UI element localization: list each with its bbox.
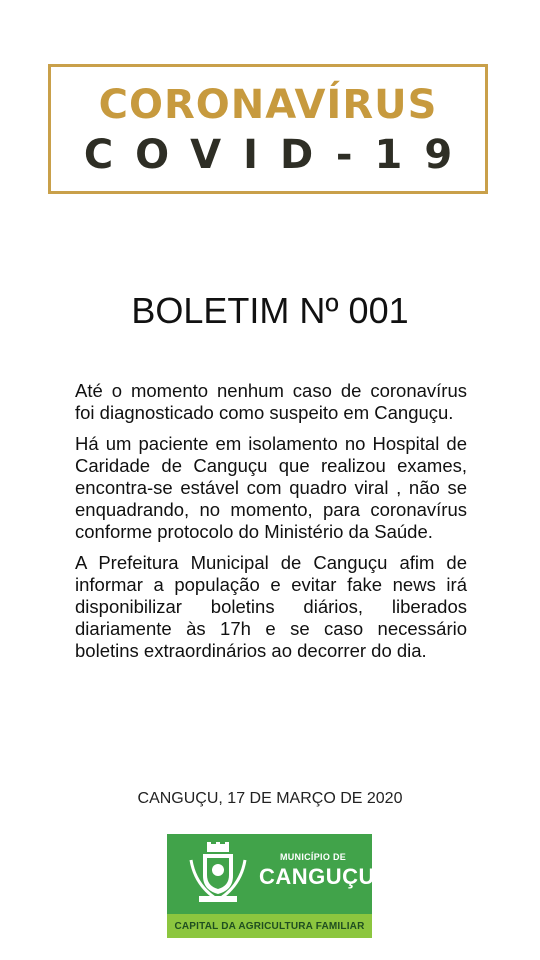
bulletin-title: BOLETIM Nº 001 — [131, 290, 409, 331]
logo-municipio-label: MUNICÍPIO DE — [279, 852, 347, 862]
logo-tagline: CAPITAL DA AGRICULTURA FAMILIAR — [167, 914, 372, 938]
header-subtitle: COVID-19 — [83, 132, 475, 178]
bulletin-body — [75, 380, 467, 671]
paragraph: Até o momento nenhum caso de coronavírus foi diagnosticado como suspeito em Canguçu. — [75, 380, 467, 423]
date-line: CANGUÇU, 17 DE MARÇO DE 2020 — [137, 790, 403, 807]
municipality-logo — [167, 834, 375, 938]
header-title: CORONAVÍRUS — [98, 82, 438, 128]
logo-city-name: CANGUÇU — [259, 864, 375, 889]
paragraph: Há um paciente em isolamento no Hospital de Caridade de Canguçu que realizou exames, encontra-se estável com quadro viral , não se enquadrando, no momento, para coronavírus conforme protocolo do Ministério da Saúde. — [75, 433, 467, 542]
paragraph: A Prefeitura Municipal de Canguçu afim de informar a população e evitar fake news irá disponibilizar boletins diários, liberados diariamente às 17h e se caso necessário boletins extraordinários ao decorrer do dia. — [75, 552, 467, 661]
covid-header-banner — [48, 64, 488, 194]
coat-of-arms-icon — [185, 840, 251, 906]
